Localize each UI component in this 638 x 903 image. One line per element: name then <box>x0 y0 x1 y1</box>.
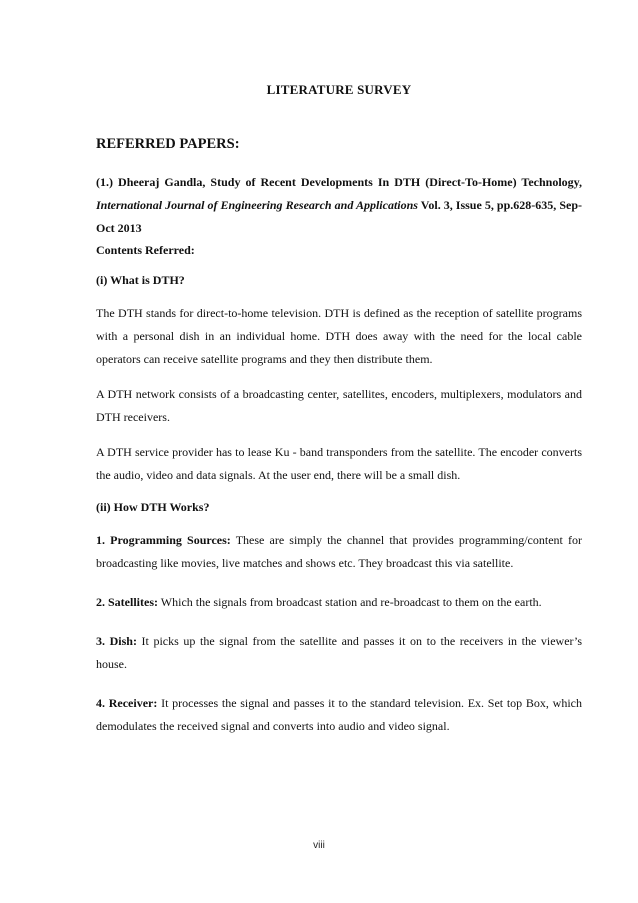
reference-entry <box>96 171 582 240</box>
list-item-term: 2. Satellites: <box>96 595 158 609</box>
list-item-text: Which the signals from broadcast station and re-broadcast to them on the earth. <box>158 595 542 609</box>
list-item-receiver <box>96 692 582 738</box>
section-title: REFERRED PAPERS: <box>96 136 240 152</box>
list-item-text: It picks up the signal from the satellite and passes it on to the receivers in the viewer’s house. <box>96 634 582 671</box>
list-item-text: These are simply the channel that provides programming/content for broadcasting like movies, live matches and shows etc. They broadcast this via satellite. <box>96 533 583 570</box>
list-item-programming-sources <box>96 529 582 575</box>
page-number: viii <box>313 840 325 851</box>
paragraph-dth-network: A DTH network consists of a broadcasting center, satellites, encoders, multiplexers, modulators and DTH receivers. <box>96 387 582 424</box>
subsection-what-is-dth: (i) What is DTH? <box>96 273 185 287</box>
paragraph-dth-definition: The DTH stands for direct-to-home television. DTH is defined as the reception of satellite programs with a personal dish in an individual home. DTH does away with the need for the local cable operators can receive satellite programs and they then distribute them. <box>96 306 582 366</box>
list-item-term: 4. Receiver: <box>96 696 158 710</box>
page-title: LITERATURE SURVEY <box>266 82 412 97</box>
list-item-term: 3. Dish: <box>96 634 137 648</box>
contents-referred-label: Contents Referred: <box>96 243 195 257</box>
subsection-how-dth-works: (ii) How DTH Works? <box>96 500 210 514</box>
list-item-satellites <box>96 591 582 614</box>
page-content <box>96 76 582 738</box>
paragraph-dth-provider: A DTH service provider has to lease Ku - band transponders from the satellite. The encoder converts the audio, video and data signals. At the user end, there will be a small dish. <box>96 445 582 482</box>
list-item-text: It processes the signal and passes it to the standard television. Ex. Set top Box, which demodulates the received signal and converts into audio and video signal. <box>96 696 582 733</box>
reference-volume: Vol. 3, Issue 5, pp.628-635, Sep-Oct 2013 <box>96 198 582 235</box>
list-item-dish <box>96 630 582 676</box>
list-item-term: 1. Programming Sources: <box>96 533 231 547</box>
reference-authors-title: (1.) Dheeraj Gandla, Study of Recent Developments In DTH (Direct-To-Home) Technology, <box>96 175 582 189</box>
reference-journal: International Journal of Engineering Research and Applications <box>96 198 418 212</box>
